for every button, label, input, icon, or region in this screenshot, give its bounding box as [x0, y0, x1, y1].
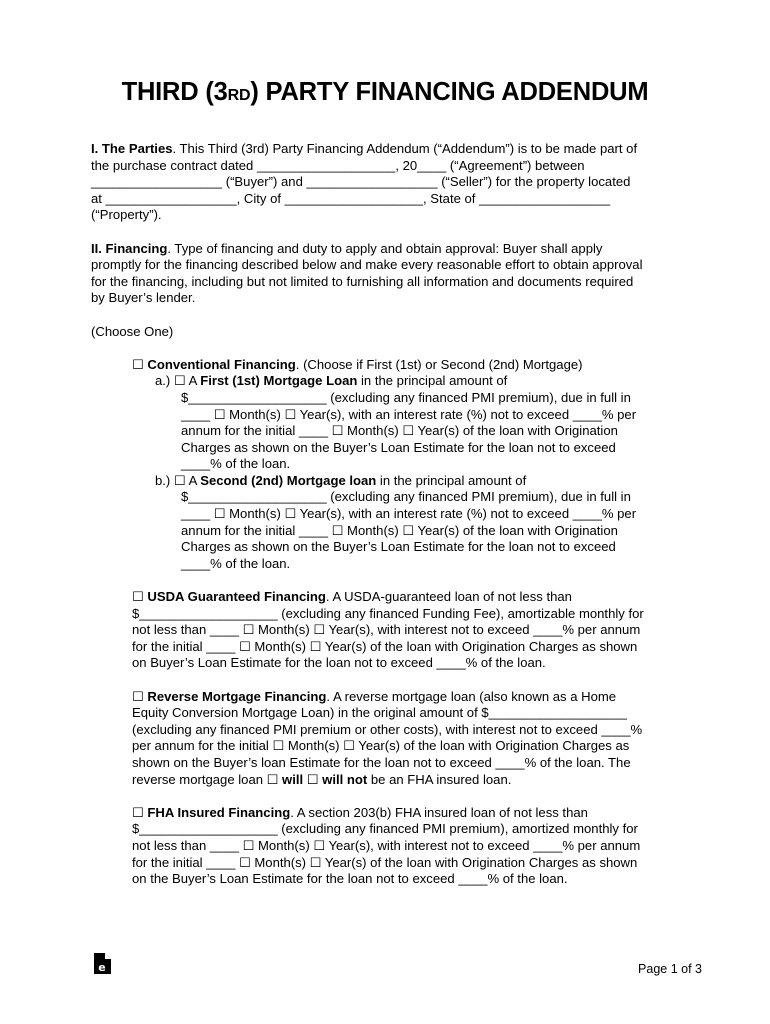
reverse-mortgage-option: ☐ Reverse Mortgage Financing. A reverse mortgage loan (also known as a Home Equity Conversion Mortgage Loan) in the original amount of $___________________ (excluding any financed PMI premium or other costs), with interest not to exceed ____% per annum for the initial ☐ Month(s) ☐ Year(s) of the loan with Origination Charges as shown on the Buyer’s loan Estimate for the loan not to exceed ____% of the loan. The reverse mortgage loan ☐ will ☐ will not be an FHA insured loan. [132, 688, 643, 787]
financing-section: II. Financing. Type of financing and duty to apply and obtain approval: Buyer shall apply promptly for the financing described below and make every reasonable effort to obtain approval for the financing, including but not limited to furnishing all information and documents required by Buyer’s lender. [91, 240, 643, 306]
usda-checkbox[interactable]: ☐ [132, 589, 144, 605]
first-mortgage-option: a.) ☐ A First (1st) Mortgage Loan in the principal amount of $___________________ (excluding any financed PMI premium), due in full in ____ ☐ Month(s) ☐ Year(s), with an interest rate (%) not to exceed ____% per annum for the initial ____ ☐ Month(s) ☐ Year(s) of the loan with Origination Charges as shown on the Buyer’s Loan Estimate for the loan not to exceed ____% of the loan. [155, 373, 637, 472]
page-number: Page 1 of 3 [638, 962, 702, 976]
fha-financing-option: ☐ FHA Insured Financing. A section 203(b) FHA insured loan of not less than $___________________ (excluding any financed PMI premium), amortized monthly for not less than ____ ☐ Month(s) ☐ Year(s), with interest not to exceed ____% per annum for the initial ____ ☐ Month(s) ☐ Year(s) of the loan with Origination Charges as shown on the Buyer’s Loan Estimate for the loan not to exceed ____% of the loan. [132, 804, 641, 887]
conventional-checkbox[interactable]: ☐ [132, 356, 144, 372]
choose-one-label: (Choose One) [91, 323, 174, 339]
eforms-logo-icon [94, 953, 111, 974]
fha-checkbox[interactable]: ☐ [132, 804, 144, 820]
financing-heading: II. Financing [91, 240, 168, 256]
document-title: THIRD (3RD) PARTY FINANCING ADDENDUM [121, 78, 649, 106]
svg-text:e: e [98, 961, 106, 974]
parties-section: I. The Parties. This Third (3rd) Party Financing Addendum (“Addendum”) is to be made part of the purchase contract dated ___________________, 20____ (“Agreement”) between __________________ (“Buyer”) and __________________ (“Seller”) for the property located at __________________, City of ___________________, State of __________________ (“Property”). [91, 141, 638, 223]
document-body [91, 141, 691, 888]
usda-financing-option: ☐ USDA Guaranteed Financing. A USDA-guaranteed loan of not less than $___________________ (excluding any financed Funding Fee), amortizable monthly for not less than ____ ☐ Month(s) ☐ Year(s), with interest not to exceed ____% per annum for the initial ____ ☐ Month(s) ☐ Year(s) of the loan with Origination Charges as shown on Buyer’s Loan Estimate for the loan not to exceed ____% of the loan. [132, 589, 644, 671]
reverse-checkbox[interactable]: ☐ [132, 688, 144, 704]
parties-heading: I. The Parties [91, 141, 173, 156]
second-mortgage-option: b.) ☐ A Second (2nd) Mortgage loan in the principal amount of $___________________ (excluding any financed PMI premium), due in full in ____ ☐ Month(s) ☐ Year(s), with an interest rate (%) not to exceed ____% per annum for the initial ____ ☐ Month(s) ☐ Year(s) of the loan with Origination Charges as shown on the Buyer’s Loan Estimate for the loan not to exceed ____% of the loan. [155, 472, 637, 571]
conventional-financing-option: ☐ Conventional Financing. (Choose if First (1st) or Second (2nd) Mortgage) [132, 356, 583, 372]
